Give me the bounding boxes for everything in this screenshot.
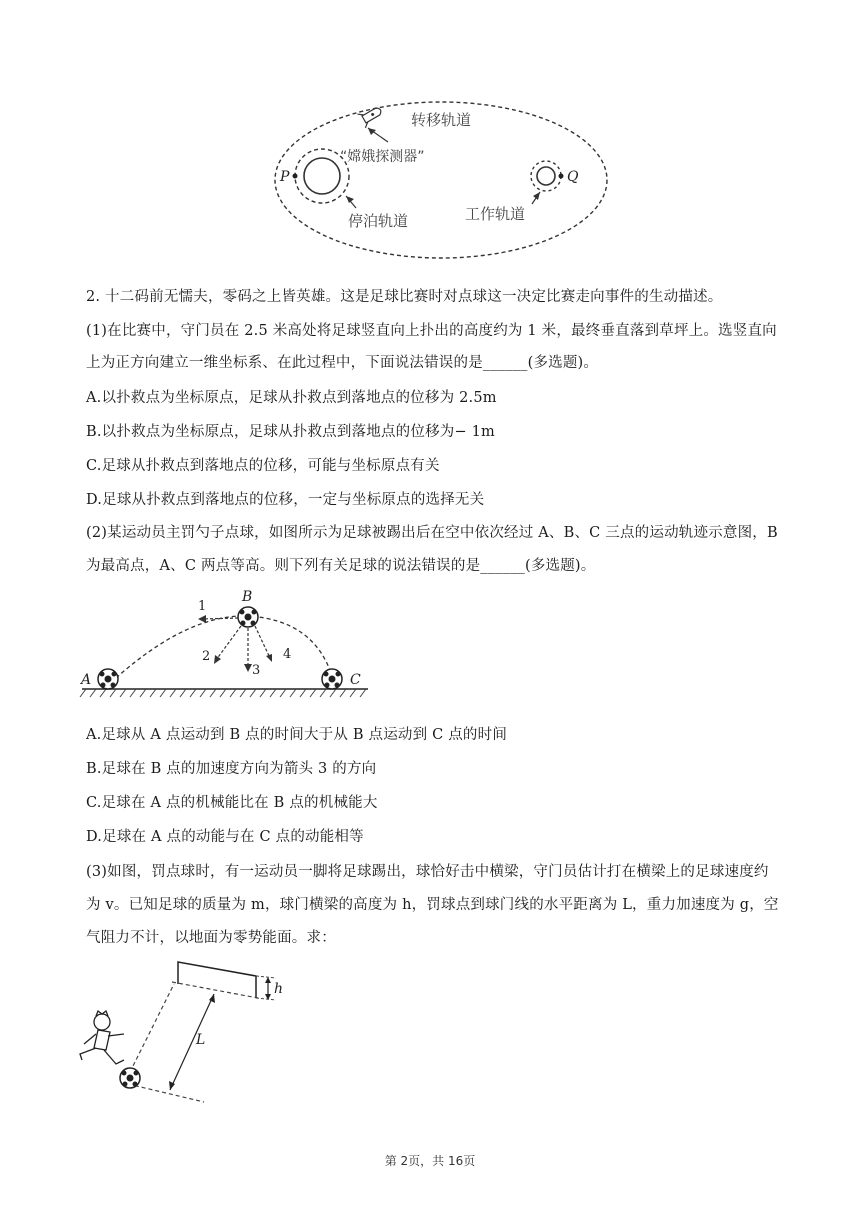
label-transfer-orbit: 转移轨道 [411, 111, 472, 129]
part3-line3: 气阻力不计，以地面为零势能面。求： [86, 930, 336, 946]
point-p-dot [293, 174, 298, 179]
label-arrow-1: 1 [198, 599, 207, 614]
penalty-ball-icon [120, 1068, 140, 1088]
ball-c-icon [322, 669, 342, 689]
arrow-4-head [266, 654, 272, 662]
goal-line-dashed [172, 982, 258, 998]
label-arrow-4: 4 [283, 647, 292, 662]
label-point-p: P [280, 169, 290, 185]
part1-option-d: D.足球从扑救点到落地点的位移，一定与坐标原点的选择无关 [86, 492, 485, 508]
label-h: h [274, 981, 284, 997]
orbit-figure [270, 98, 610, 264]
part2-line1: (2)某运动员主罚勺子点球，如图所示为足球被踢出后在空中依次经过 A、B、C 三点的运动轨迹示意图，B [86, 525, 778, 541]
part2-option-d: D.足球在 A 点的动能与在 C 点的动能相等 [86, 829, 364, 845]
part2-option-a: A.足球从 A 点运动到 B 点的时间大于从 B 点运动到 C 点的时间 [86, 727, 508, 743]
arrow-2-head [214, 655, 221, 664]
force-arrows [202, 618, 270, 668]
ball-b-icon [238, 607, 258, 627]
ball-a-icon [98, 669, 118, 689]
point-q-dot [559, 174, 564, 179]
label-point-q: Q [567, 169, 579, 185]
arrow-1-head [198, 615, 206, 623]
part2-line2: 为最高点，A、C 两点等高。则下列有关足球的说法错误的是______(多选题)。 [86, 558, 596, 574]
part1-line1: (1)在比赛中，守门员在 2.5 米高处将足球竖直向上扑出的高度约为 1 米，最终垂直落到草坪上。选竖直向 [86, 323, 777, 339]
label-probe: “嫦娥探测器” [340, 149, 425, 165]
player-icon [80, 1011, 124, 1064]
label-parking-orbit: 停泊轨道 [348, 212, 409, 230]
height-top-dashed [256, 976, 276, 978]
part2-option-c: C.足球在 A 点的机械能比在 B 点的机械能大 [86, 795, 378, 811]
label-c: C [350, 672, 361, 688]
label-b: B [242, 589, 253, 605]
page-footer: 第 2页，共 16页 [384, 1154, 476, 1168]
part1-option-b: B.以扑救点为坐标原点，足球从扑救点到落地点的位移为− 1m [86, 424, 495, 440]
part1-line2: 上为正方向建立一维坐标系、在此过程中，下面说法错误的是______(多选题)。 [86, 355, 599, 371]
moon-circle [304, 158, 340, 194]
ground-line-dashed [128, 1084, 204, 1102]
ground-hatch [80, 689, 366, 697]
question-intro: 2. 十二码前无懦夫，零码之上皆英雄。这是足球比赛时对点球这一决定比赛走向事件的生动描述。 [86, 289, 723, 305]
label-arrow-3: 3 [252, 663, 261, 678]
work-orbit [531, 161, 561, 191]
part1-option-a: A.以扑救点为坐标原点，足球从扑救点到落地点的位移为 2.5m [86, 390, 497, 406]
height-bottom-dashed [256, 998, 276, 1000]
label-a: A [81, 672, 92, 688]
trajectory-curve [116, 616, 332, 678]
part1-option-c: C.足球从扑救点到落地点的位移，可能与坐标原点有关 [86, 458, 440, 474]
label-work-orbit: 工作轨道 [465, 205, 526, 223]
kick-line-dashed [130, 984, 174, 1072]
earth-circle [537, 167, 555, 185]
goal-frame [178, 962, 256, 998]
part3-line1: (3)如图，罚点球时，有一运动员一脚将足球踢出，球恰好击中横梁，守门员估计打在横梁上的足球速度约 [86, 864, 769, 880]
label-l: L [196, 1032, 206, 1048]
penalty-figure [72, 956, 312, 1106]
trajectory-figure [78, 588, 378, 708]
label-arrow-2: 2 [202, 649, 211, 664]
distance-arrow [170, 994, 214, 1090]
arrow-3-head [244, 664, 252, 672]
part2-option-b: B.足球在 B 点的加速度方向为箭头 3 的方向 [86, 761, 377, 777]
part3-line2: 为 v。已知足球的质量为 m，球门横梁的高度为 h，罚球点到球门线的水平距离为 L，重力加速度为 g，空 [86, 897, 779, 913]
